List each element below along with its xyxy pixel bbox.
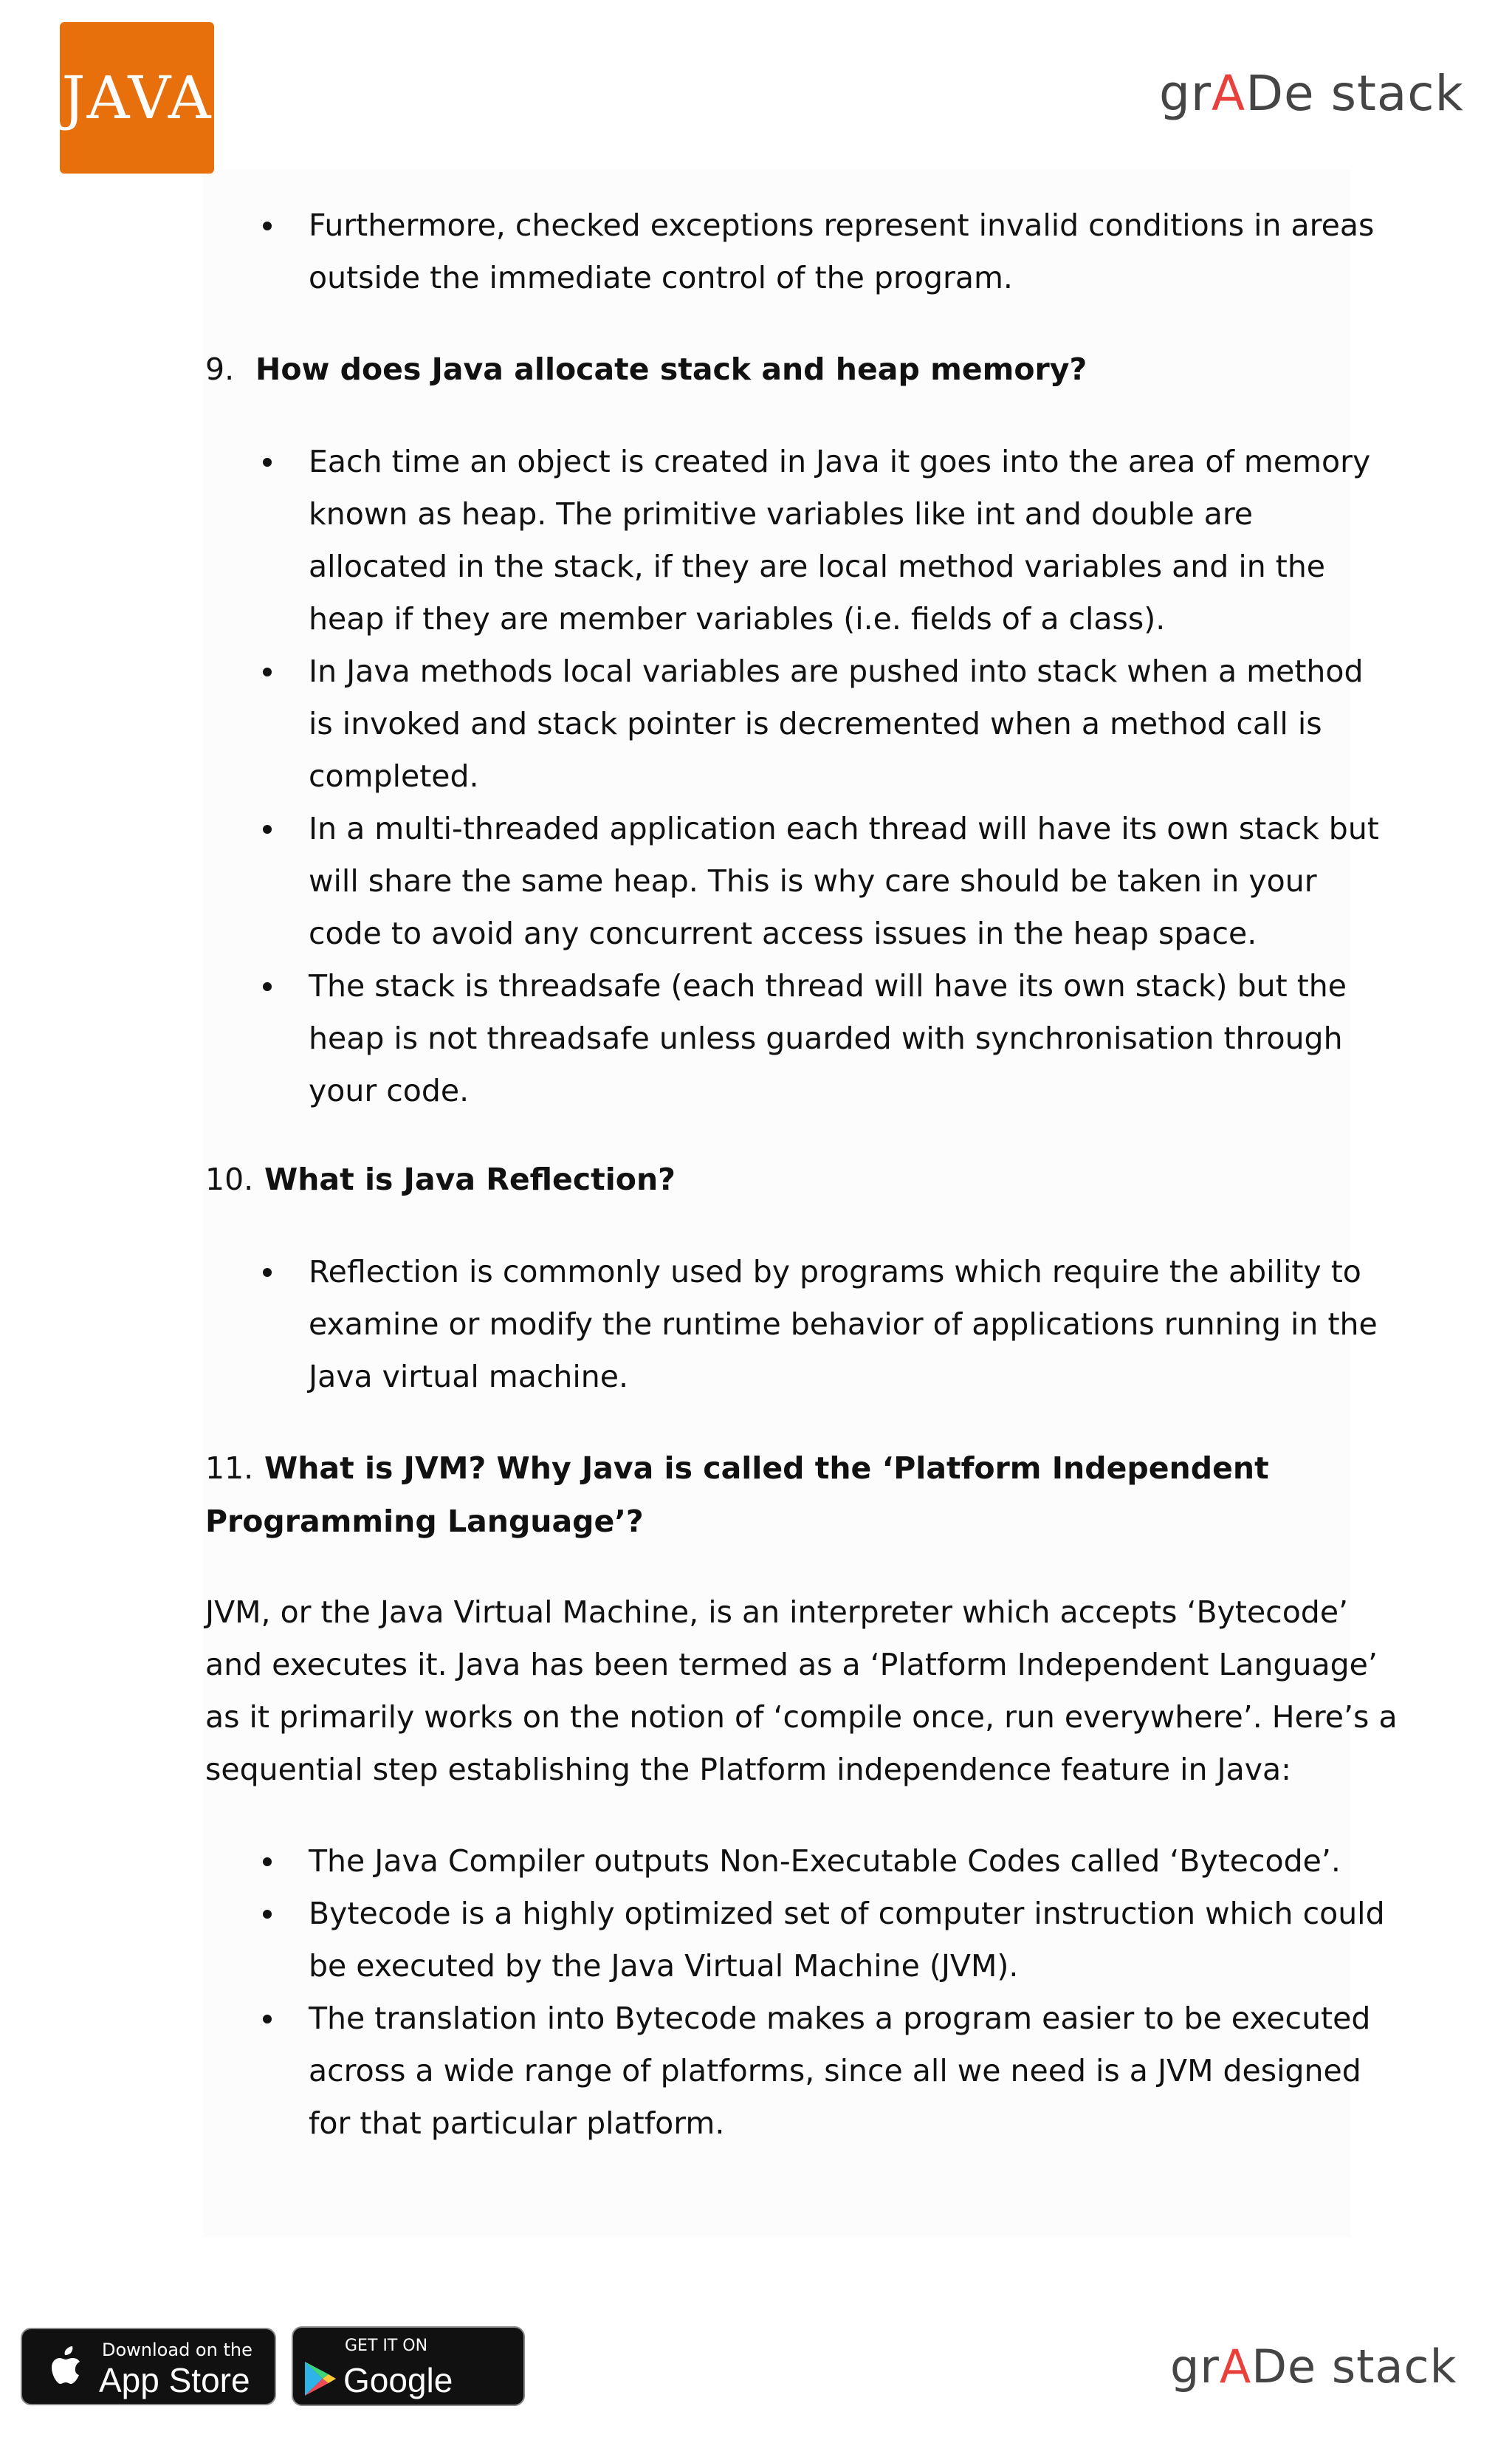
q9-bullet-2-line-2: is invoked and stack pointer is decremented when a method call is [309,706,1322,741]
q11-paragraph-line-3: as it primarily works on the notion of ‘compile once, run everywhere’. Here’s a [205,1699,1398,1735]
q9-bullet-3-line-1: In a multi-threaded application each thread will have its own stack but [309,811,1379,846]
q11-heading-line-2: Programming Language’? [205,1504,644,1539]
java-logo [60,22,214,174]
q9-bullet-1-line-4: heap if they are member variables (i.e. fields of a class). [309,601,1166,637]
q11-paragraph-line-2: and executes it. Java has been termed as a ‘Platform Independent Language’ [205,1647,1378,1682]
intro-line-1: Furthermore, checked exceptions represent invalid conditions in areas [309,208,1375,243]
bullet-dot [263,982,272,991]
q11-number: 11. [205,1450,254,1486]
q11-bullet-3-line-3: for that particular platform. [309,2105,725,2141]
q9-bullet-1-line-3: allocated in the stack, if they are local method variables and in the [309,549,1326,584]
q9-bullet-2-line-1: In Java methods local variables are pushed into stack when a method [309,654,1364,689]
bullet-dot [263,1857,272,1866]
q10-heading: What is Java Reflection? [264,1162,676,1197]
q10-bullet-1-line-3: Java virtual machine. [309,1359,628,1394]
q10-bullet-1-line-1: Reflection is commonly used by programs which require the ability to [309,1254,1361,1289]
q9-bullet-4-line-2: heap is not threadsafe unless guarded with synchronisation through [309,1021,1343,1056]
q11-bullet-1-line-1: The Java Compiler outputs Non-Executable Codes called ‘Bytecode’. [309,1843,1341,1879]
q9-heading: How does Java allocate stack and heap memory? [255,352,1087,387]
q9-bullet-3-line-3: code to avoid any concurrent access issues in the heap space. [309,916,1257,951]
google-play-badge[interactable] [292,2326,525,2439]
q11-bullet-2-line-1: Bytecode is a highly optimized set of computer instruction which could [309,1896,1385,1931]
q9-bullet-1-line-2: known as heap. The primitive variables like int and double are [309,496,1254,532]
gradestack-logo-right: De stack [1245,65,1464,122]
gradestack-footer-accent: A [1219,2340,1252,2393]
bullet-dot [263,1910,272,1919]
q10-number: 10. [205,1162,254,1197]
app-store-small-text: Download on the [102,2340,252,2360]
intro-line-2: outside the immediate control of the program. [309,260,1013,295]
gradestack-footer-right: De stack [1251,2340,1457,2393]
bullet-dot [263,668,272,676]
q9-bullet-1-line-1: Each time an object is created in Java it goes into the area of memory [309,444,1371,479]
q11-paragraph-line-1: JVM, or the Java Virtual Machine, is an interpreter which accepts ‘Bytecode’ [205,1594,1349,1630]
apple-icon [43,2344,90,2391]
q11-bullet-3-line-1: The translation into Bytecode makes a program easier to be executed [309,2001,1371,2036]
q9-number: 9. [205,352,235,387]
bullet-dot [263,1268,272,1277]
q11-paragraph-line-4: sequential step establishing the Platform independence feature in Java: [205,1752,1291,1787]
gradestack-footer-logo [1170,2340,1457,2393]
google-play-icon [303,2360,337,2397]
gradestack-logo [1159,65,1464,122]
app-store-badge[interactable] [21,2328,276,2405]
q10-bullet-1-line-2: examine or modify the runtime behavior of applications running in the [309,1306,1378,1342]
q9-bullet-2-line-3: completed. [309,758,479,794]
bullet-dot [263,222,272,230]
q9-bullet-3-line-2: will share the same heap. This is why care should be taken in your [309,863,1317,899]
java-logo-text: JAVA [61,64,213,132]
bullet-dot [263,458,272,467]
google-play-small-text: GET IT ON [345,2337,428,2355]
gradestack-logo-accent: A [1212,65,1246,122]
bullet-dot [263,825,272,834]
q11-heading-line-1: What is JVM? Why Java is called the ‘Platform Independent [264,1450,1269,1486]
q11-bullet-2-line-2: be executed by the Java Virtual Machine (JVM). [309,1948,1019,1984]
q9-bullet-4-line-1: The stack is threadsafe (each thread will have its own stack) but the [309,968,1347,1004]
q11-bullet-3-line-2: across a wide range of platforms, since all we need is a JVM designed [309,2053,1361,2088]
bullet-dot [263,2015,272,2023]
gradestack-logo-left: gr [1159,65,1212,122]
q9-bullet-4-line-3: your code. [309,1073,470,1108]
app-store-big-text: App Store [99,2361,250,2399]
google-play-big-text: Google play [343,2361,453,2439]
gradestack-footer-left: gr [1170,2340,1220,2393]
